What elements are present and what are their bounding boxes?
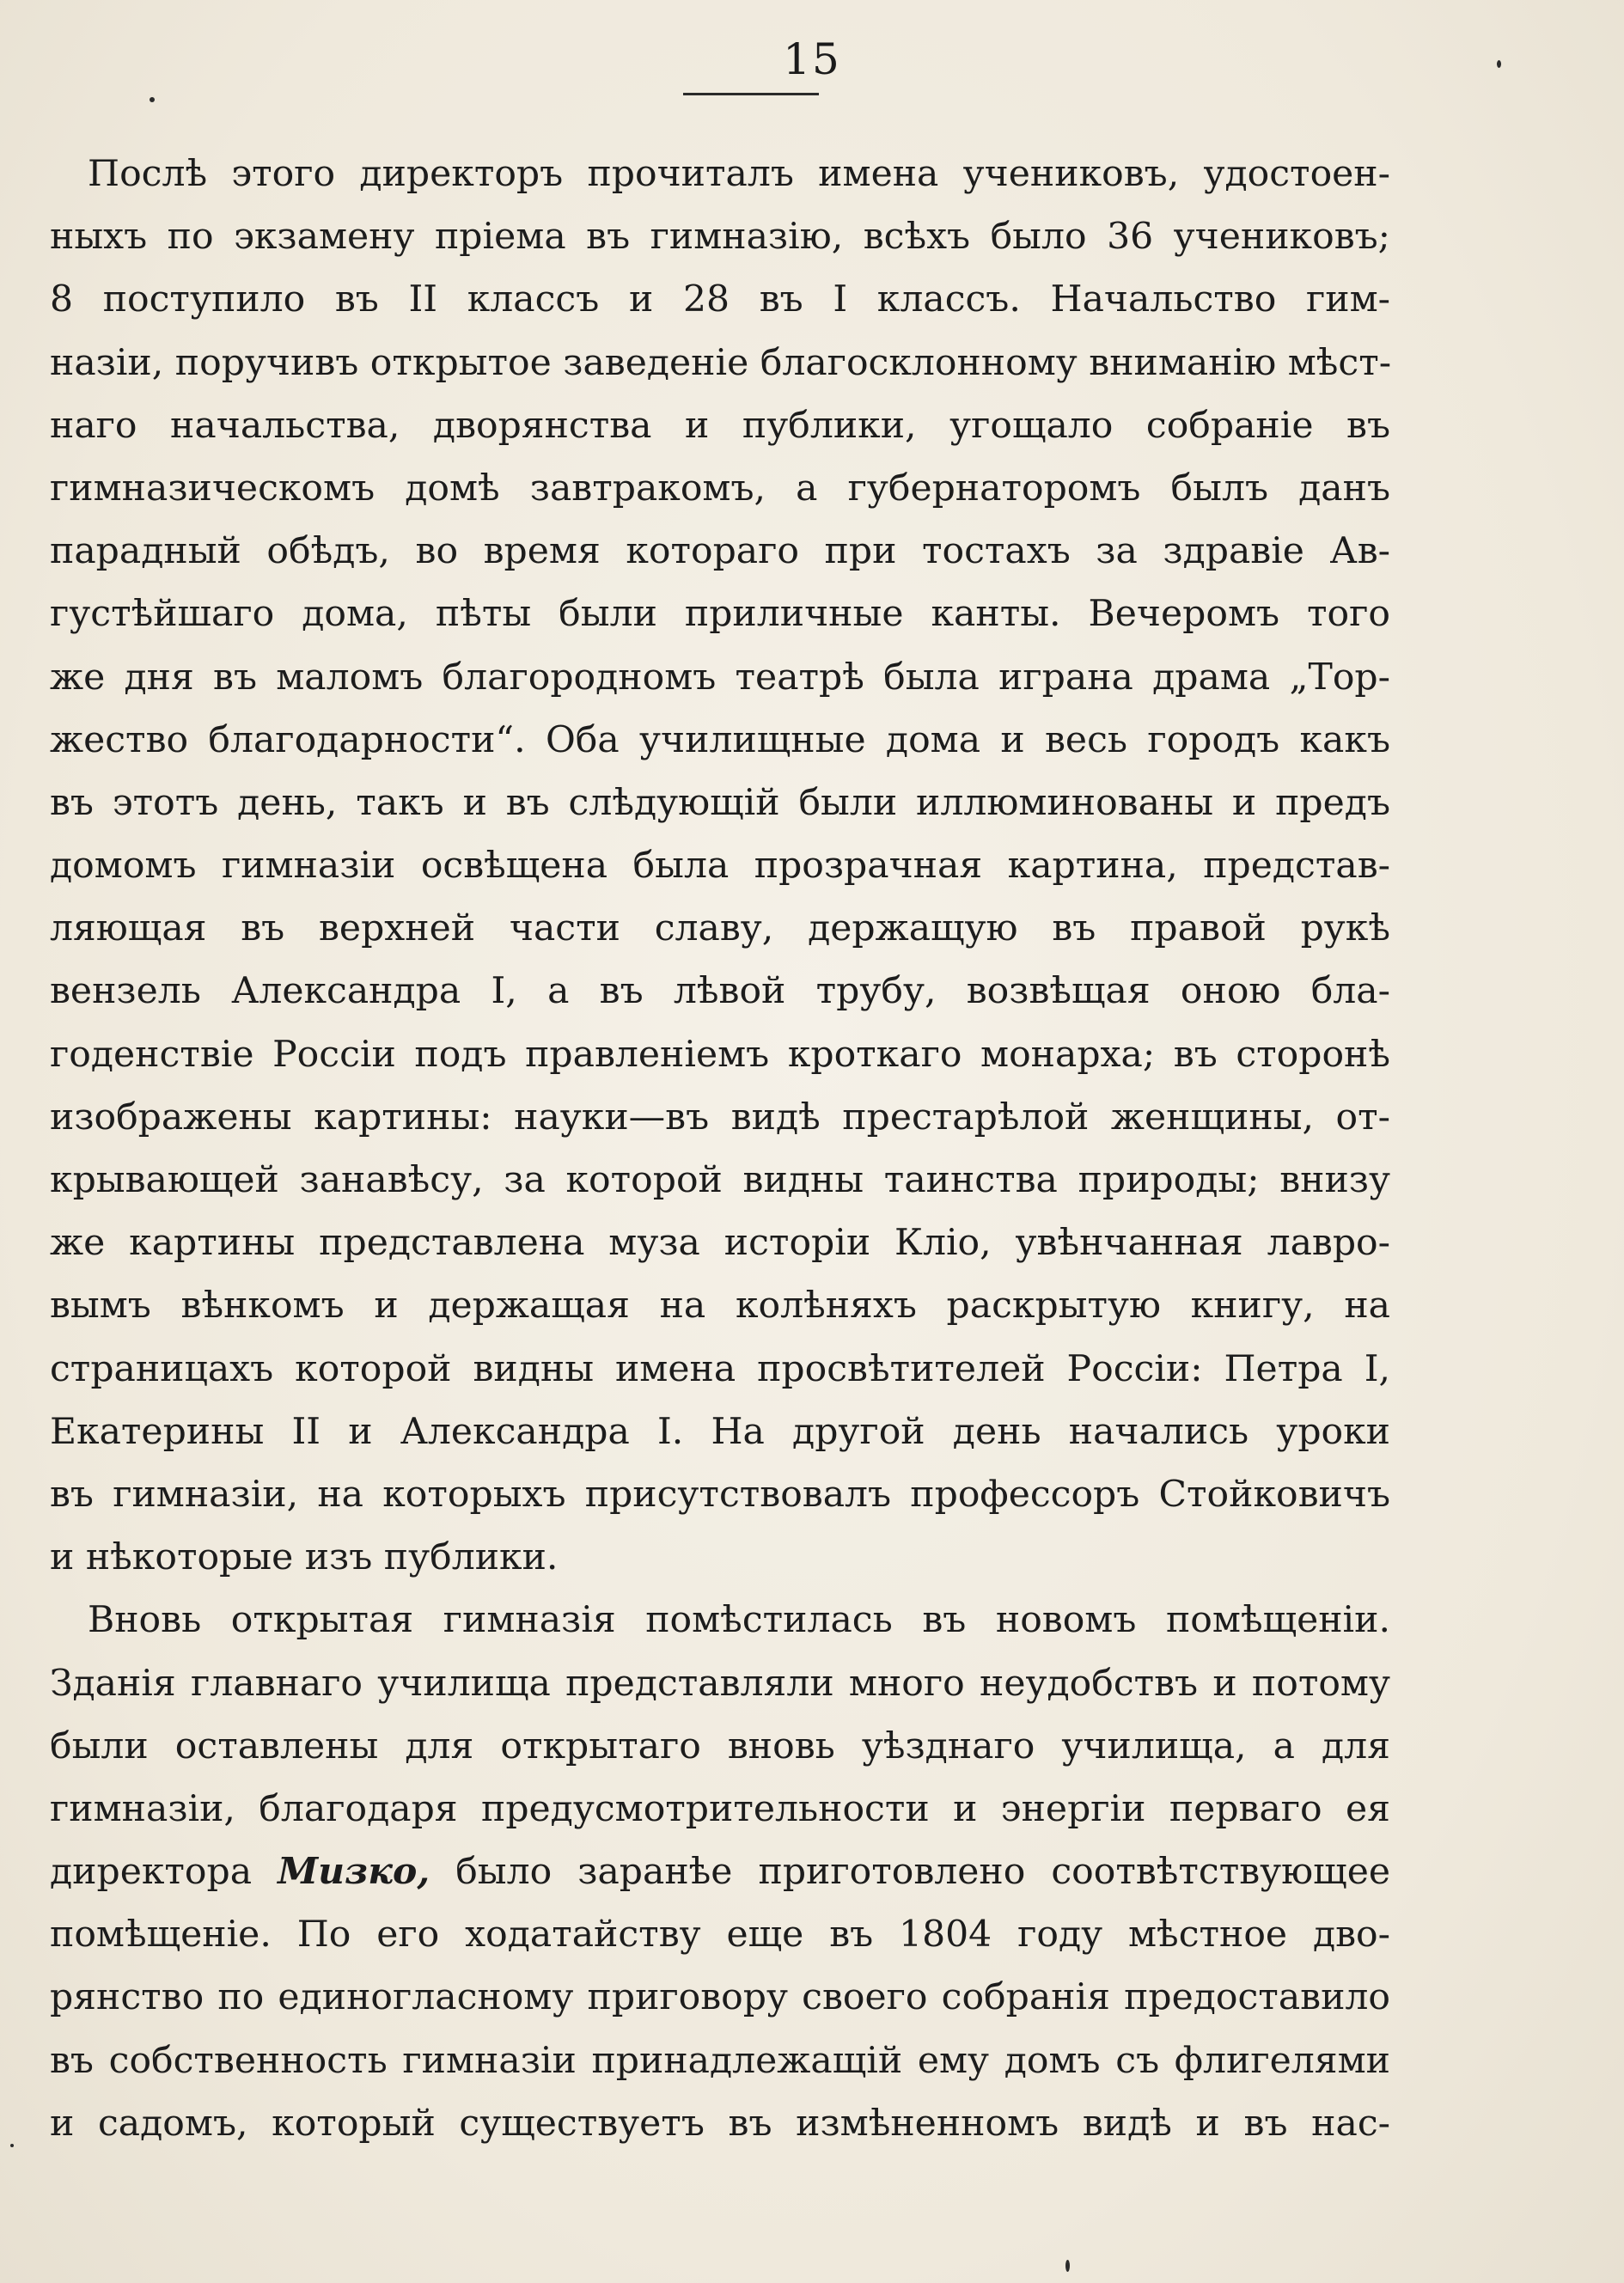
- text-line: страницахъ которой видны имена просвѣтителей Россіи: Петра I,: [50, 1347, 1390, 1390]
- text-line: въ гимназіи, на которыхъ присутствовалъ профессоръ Стойковичъ: [50, 1473, 1390, 1516]
- text-line-with-name: [50, 1840, 1390, 1903]
- text-fragment: было заранѣе приготовлено соотвѣтствующее: [455, 1851, 1390, 1894]
- text-line: крывающей занавѣсу, за которой видны таинства природы; внизу: [50, 1159, 1390, 1201]
- director-name: Мизко,: [278, 1850, 430, 1894]
- text-line: гимназіи, благодаря предусмотрительности и энергіи перваго ея: [50, 1787, 1390, 1830]
- text-line: и садомъ, который существуетъ въ измѣненномъ видѣ и въ нас-: [50, 2102, 1390, 2145]
- text-line: Екатерины II и Александра I. На другой день начались уроки: [50, 1410, 1390, 1453]
- text-line: 8 поступило въ II классъ и 28 въ I классъ. Начальство гим-: [50, 278, 1390, 321]
- text-line: вензель Александра I, а въ лѣвой трубу, возвѣщая оною бла-: [50, 970, 1390, 1013]
- text-line: Вновь открытая гимназія помѣстилась въ новомъ помѣщеніи.: [88, 1599, 1390, 1642]
- text-line: были оставлены для открытаго вновь уѣзднаго училища, а для: [50, 1724, 1390, 1767]
- text-line: жество благодарности“. Оба училищные дома и весь городъ какъ: [50, 718, 1390, 761]
- text-line: и нѣкоторые изъ публики.: [50, 1536, 559, 1579]
- text-line: же картины представлена муза исторіи Кліо, увѣнчанная лавро-: [50, 1222, 1390, 1265]
- text-line: же дня въ маломъ благородномъ театрѣ была играна драма „Тор-: [50, 656, 1390, 699]
- scan-speck: [10, 2144, 14, 2147]
- scan-speck: [150, 97, 155, 102]
- text-line: рянство по единогласному приговору своего собранія предоставило: [50, 1976, 1390, 2019]
- text-line: парадный обѣдъ, во время котораго при тостахъ за здравіе Ав-: [50, 530, 1390, 573]
- body-text: [50, 143, 1390, 2155]
- paragraph-1: [50, 143, 1390, 1589]
- text-line: домомъ гимназіи освѣщена была прозрачная картина, представ-: [50, 845, 1390, 888]
- text-line: годенствіе Россіи подъ правленіемъ кроткаго монарха; въ сторонѣ: [50, 1033, 1390, 1076]
- text-line: въ этотъ день, такъ и въ слѣдующій были иллюминованы и предъ: [50, 781, 1390, 824]
- page-number: 15: [783, 34, 841, 84]
- text-line: Послѣ этого директоръ прочиталъ имена учениковъ, удостоен-: [88, 153, 1390, 195]
- paragraph-2: [50, 1589, 1390, 2155]
- text-line: ляющая въ верхней части славу, держащую въ правой рукѣ: [50, 907, 1390, 950]
- text-line: въ собственность гимназіи принадлежащій ему домъ съ флигелями: [50, 2039, 1390, 2082]
- text-line: густѣйшаго дома, пѣты были приличные канты. Вечеромъ того: [50, 593, 1390, 636]
- header-rule: [683, 93, 819, 95]
- text-line: гимназическомъ домѣ завтракомъ, а губернаторомъ былъ данъ: [50, 467, 1390, 510]
- text-line: помѣщеніе. По его ходатайству еще въ 1804 году мѣстное дво-: [50, 1914, 1390, 1956]
- scan-speck: [1065, 2260, 1070, 2272]
- text-line: назіи, поручивъ открытое заведеніе благосклонному вниманію мѣст-: [50, 341, 1392, 384]
- text-line: ныхъ по экзамену пріема въ гимназію, всѣхъ было 36 учениковъ;: [50, 216, 1390, 259]
- text-line: вымъ вѣнкомъ и держащая на колѣняхъ раскрытую книгу, на: [50, 1285, 1390, 1328]
- text-line: Зданія главнаго училища представляли много неудобствъ и потому: [50, 1662, 1390, 1705]
- scan-speck: [1497, 60, 1501, 68]
- text-fragment: директора: [50, 1851, 253, 1894]
- text-line: наго начальства, дворянства и публики, угощало собраніе въ: [50, 404, 1390, 447]
- text-line: изображены картины: науки—въ видѣ престарѣлой женщины, от-: [50, 1096, 1390, 1138]
